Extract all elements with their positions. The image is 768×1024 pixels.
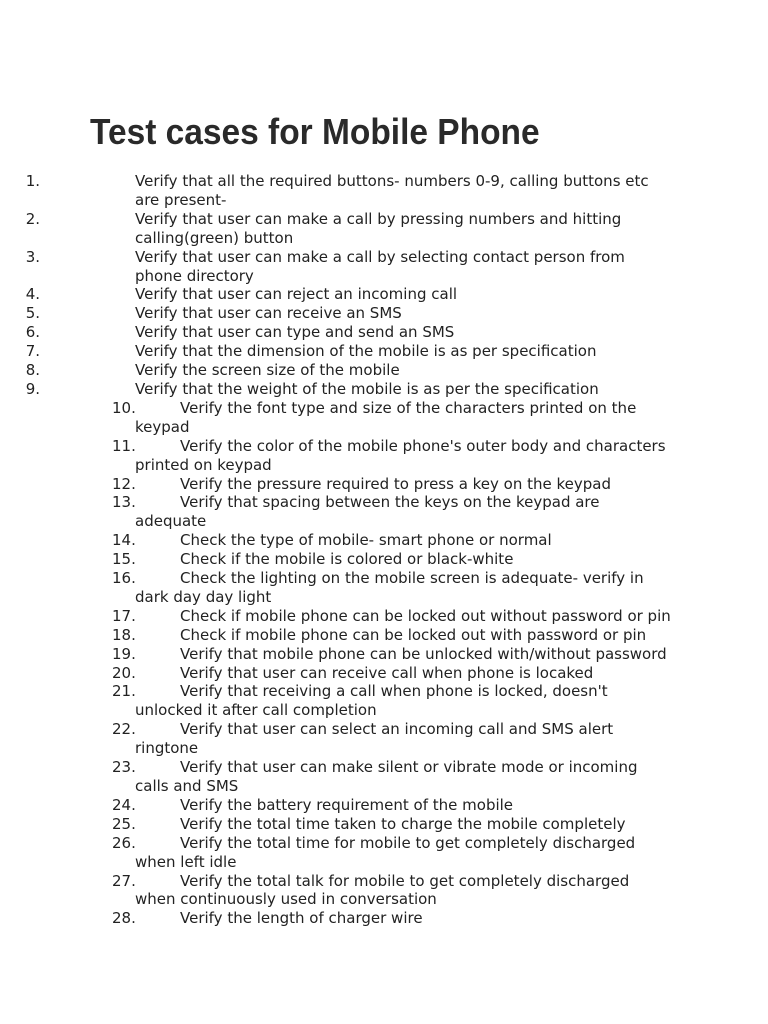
- list-item-text: Verify the font type and size of the characters printed on the: [180, 398, 637, 417]
- list-item-number: 7.: [25, 342, 40, 361]
- list-item-text: Verify that user can receive call when phone is locaked: [180, 663, 594, 682]
- list-item: [0, 323, 680, 342]
- list-item: [0, 758, 680, 796]
- list-item-text: calls and SMS: [135, 777, 239, 795]
- list-item: [0, 607, 680, 626]
- list-item-number: 20.: [112, 663, 136, 682]
- list-item-text: unlocked it after call completion: [135, 701, 377, 720]
- list-item: [0, 361, 680, 380]
- list-item-text: Verify that user can select an incoming call and SMS alert: [180, 720, 614, 739]
- list-item-text: Verify the total talk for mobile to get completely discharged: [180, 871, 630, 890]
- list-item-number: 27.: [112, 871, 136, 890]
- list-item-number: 8.: [25, 361, 40, 380]
- list-item: [0, 248, 680, 286]
- list-item-number: 14.: [112, 531, 136, 550]
- list-item-number: 26.: [112, 833, 136, 852]
- list-item-text: Check if the mobile is colored or black-white: [180, 550, 514, 569]
- list-item-text: keypad: [135, 417, 190, 436]
- list-item-text: are present-: [135, 190, 227, 209]
- list-item: [0, 834, 680, 872]
- list-item-number: 13.: [112, 493, 136, 512]
- list-item-text: adequate: [135, 512, 207, 531]
- list-item-text: calling(green) button: [135, 228, 294, 247]
- list-item-number: 18.: [112, 625, 136, 644]
- list-item: [0, 531, 680, 550]
- list-item-number: 22.: [112, 720, 136, 739]
- list-item-text: Check if mobile phone can be locked out without password or pin: [180, 606, 671, 625]
- list-item: [0, 796, 680, 815]
- list-item-text: Check the lighting on the mobile screen is adequate- verify in: [180, 569, 644, 588]
- list-item-text: Verify the battery requirement of the mobile: [180, 795, 514, 814]
- list-item-text: Verify the pressure required to press a key on the keypad: [180, 474, 612, 493]
- list-item: [0, 815, 680, 834]
- list-item-number: 9.: [25, 379, 40, 398]
- list-item-text: Verify the color of the mobile phone's outer body and characters: [180, 436, 666, 455]
- list-item-number: 6.: [25, 323, 40, 342]
- list-item: [0, 172, 680, 210]
- list-item: [0, 304, 680, 323]
- list-item-number: 25.: [112, 814, 136, 833]
- list-item-text: Verify that receiving a call when phone is locked, doesn't: [180, 682, 608, 701]
- list-item: [0, 399, 680, 437]
- list-item-number: 24.: [112, 795, 136, 814]
- list-item-text: Verify the screen size of the mobile: [135, 361, 400, 380]
- test-case-list: [0, 172, 768, 928]
- list-item-number: 15.: [112, 550, 136, 569]
- list-item-number: 4.: [25, 285, 40, 304]
- list-item: [0, 493, 680, 531]
- list-item-number: 10.: [112, 398, 136, 417]
- list-item-text: Verify that user can make silent or vibrate mode or incoming: [180, 758, 638, 777]
- list-item-text: when left idle: [135, 852, 237, 871]
- list-item-number: 2.: [25, 209, 40, 228]
- list-item-text: Verify that mobile phone can be unlocked with/without password: [180, 644, 667, 663]
- list-item: [0, 645, 680, 664]
- list-item-text: phone directory: [135, 266, 254, 285]
- list-item-text: ringtone: [135, 739, 199, 758]
- list-item-text: Verify the total time for mobile to get completely discharged: [180, 833, 636, 852]
- list-item: [0, 720, 680, 758]
- list-item-number: 16.: [112, 569, 136, 588]
- list-item-number: 5.: [25, 304, 40, 323]
- list-item-text: Verify that user can make a call by selecting contact person from: [135, 247, 625, 266]
- list-item: [0, 285, 680, 304]
- list-item-text: Verify that user can reject an incoming call: [135, 285, 458, 304]
- list-item-text: dark day day light: [135, 587, 272, 606]
- list-item-text: Check the type of mobile- smart phone or normal: [180, 531, 552, 550]
- list-item: [0, 682, 680, 720]
- list-item-number: 21.: [112, 682, 136, 701]
- list-item-number: 3.: [25, 247, 40, 266]
- list-item: [0, 569, 680, 607]
- list-item-text: Verify that user can receive an SMS: [135, 304, 402, 323]
- list-item-number: 17.: [112, 606, 136, 625]
- list-item: [0, 210, 680, 248]
- list-item-number: 19.: [112, 644, 136, 663]
- list-item-text: Verify the length of charger wire: [180, 909, 423, 928]
- list-item-text: Verify that spacing between the keys on the keypad are: [180, 493, 600, 512]
- list-item: [0, 872, 680, 910]
- list-item-text: Check if mobile phone can be locked out with password or pin: [180, 625, 647, 644]
- list-item: [0, 909, 680, 928]
- list-item: [0, 380, 680, 399]
- list-item: [0, 437, 680, 475]
- list-item: [0, 550, 680, 569]
- list-item-text: Verify the total time taken to charge the mobile completely: [180, 814, 626, 833]
- list-item-text: Verify that user can type and send an SMS: [135, 323, 455, 342]
- list-item-text: printed on keypad: [135, 455, 272, 474]
- list-item-number: 12.: [112, 474, 136, 493]
- list-item-text: Verify that all the required buttons- numbers 0-9, calling buttons etc: [135, 172, 649, 190]
- page-title: Test cases for Mobile Phone: [90, 111, 540, 152]
- list-item-number: 1.: [25, 172, 40, 190]
- list-item-text: Verify that the weight of the mobile is as per the specification: [135, 379, 599, 398]
- list-item: [0, 664, 680, 683]
- list-item-text: Verify that user can make a call by pressing numbers and hitting: [135, 209, 622, 228]
- list-item-number: 28.: [112, 909, 136, 928]
- list-item-number: 23.: [112, 758, 136, 777]
- list-item: [0, 342, 680, 361]
- list-item: [0, 475, 680, 494]
- list-item-number: 11.: [112, 436, 136, 455]
- list-item-text: Verify that the dimension of the mobile is as per specification: [135, 342, 597, 361]
- list-item-text: when continuously used in conversation: [135, 890, 437, 909]
- list-item: [0, 626, 680, 645]
